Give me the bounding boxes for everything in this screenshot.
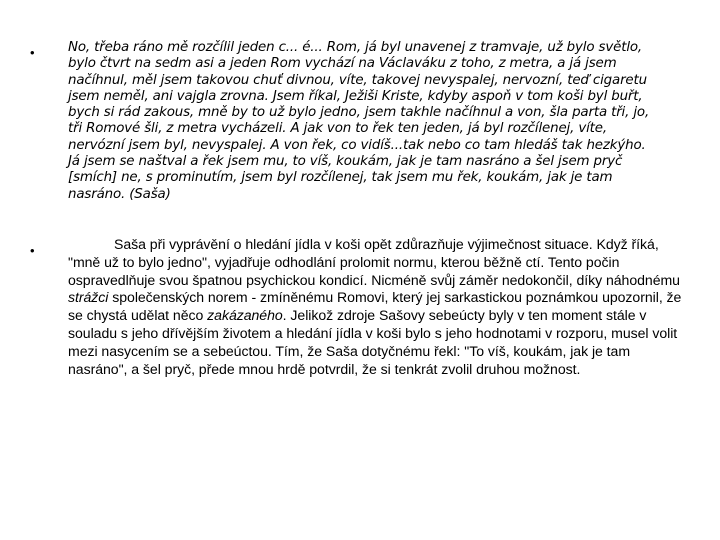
emphasis-text: zakázaného	[207, 307, 283, 324]
analysis-text-part: Saša při vyprávění o hledání jídla v koši opět zdůrazňuje výjimečnost situace. Když říká, "mně už to bylo jedno", vyjadřuje odhodlání prolomit normu, kterou běžně ctí. Tento počin ospravedlňuje svou špatnou psychickou kondicí. Nicméně svůj záměr nedokončil, díky náhodnému	[68, 236, 680, 288]
emphasis-text: strážci	[68, 289, 109, 306]
analysis-paragraph	[68, 236, 682, 378]
bullet-marker: •	[30, 243, 35, 258]
analysis-text-part: společenských norem - zmíněnému Romovi, který jej sarkastickou poznámkou upozornil, že se chystá udělat něco	[68, 289, 682, 324]
bullet-marker: •	[30, 45, 35, 60]
analysis-text-part: . Jelikož zdroje Sašovy sebeúcty byly v ten moment stále v souladu s jeho dřívějším životem a hledání jídla v koši bylo s jeho hodnotami v rozporu, musel volit mezi nasycením se a sebeúctou. Tím, že Saša dotyčnému řekl: "To víš, koukám, jak je tam nasráno", a šel pryč, přede mnou hrdě potvrdil, že si tenkrát zvolil druhou možnost.	[68, 307, 678, 377]
interview-quote: No, třeba ráno mě rozčílil jeden c... é... Rom, já byl unavenej z tramvaje, už bylo světlo, bylo čtvrt na sedm asi a jeden Rom vychází na Václaváku z toho, z metra, a já jsem načíhnul, měl jsem takovou chuť divnou, víte, takovej nevyspalej, nervozní, teď cigaretu jsem neměl, ani vajgla zrovna. Jsem říkal, Ježiši Kriste, kdyby aspoň v tom koši byl buřt, bych si rád zakous, mně by to už bylo jedno, jsem takhle načíhnul a von, šla parta tři, jo, tři Romové šli, z metra vycházeli. A jak von to řek ten jeden, já byl rozčílenej, víte, nervózní jsem byl, nevyspalej. A von řek, co vidíš...tak nebo co tam hledáš tak hezkýho. Já jsem se naštval a řek jsem mu, to víš, koukám, jak je tam nasráno a šel jsem pryč [smích] ne, s prominutím, jsem byl rozčílenej, tak jsem mu řek, koukám, jak je tam nasráno. (Saša)	[68, 40, 650, 202]
